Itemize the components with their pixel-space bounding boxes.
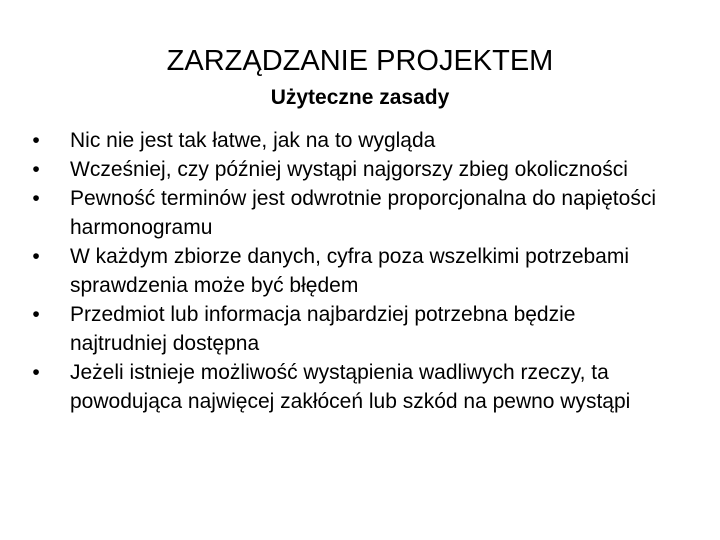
bullet-list [26,126,676,416]
list-item [26,155,676,184]
slide-title: ZARZĄDZANIE PROJEKTEM [166,45,554,77]
bullet-text: Nic nie jest tak łatwe, jak na to wygląda [70,129,436,152]
bullet-text: W każdym zbiorze danych, cyfra poza wszelkimi potrzebami sprawdzenia może być błędem [70,245,630,297]
bullet-icon: • [32,129,40,152]
bullet-text: Wcześniej, czy później wystąpi najgorszy zbieg okoliczności [70,158,628,181]
bullet-icon: • [32,303,40,326]
list-item [26,184,676,242]
bullet-text: Jeżeli istnieje możliwość wystąpienia wadliwych rzeczy, ta powodująca najwięcej zakłóceń lub szkód na pewno wystąpi [70,361,631,413]
bullet-text: Pewność terminów jest odwrotnie proporcjonalna do napiętości harmonogramu [70,187,656,239]
slide-subtitle: Użyteczne zasady [270,86,450,109]
bullet-icon: • [32,158,40,181]
list-item [26,242,676,300]
bullet-text: Przedmiot lub informacja najbardziej potrzebna będzie najtrudniej dostępna [70,303,576,355]
bullet-icon: • [32,245,40,268]
bullet-icon: • [32,187,40,210]
list-item [26,358,676,416]
bullet-icon: • [32,361,40,384]
list-item [26,126,676,155]
list-item [26,300,676,358]
